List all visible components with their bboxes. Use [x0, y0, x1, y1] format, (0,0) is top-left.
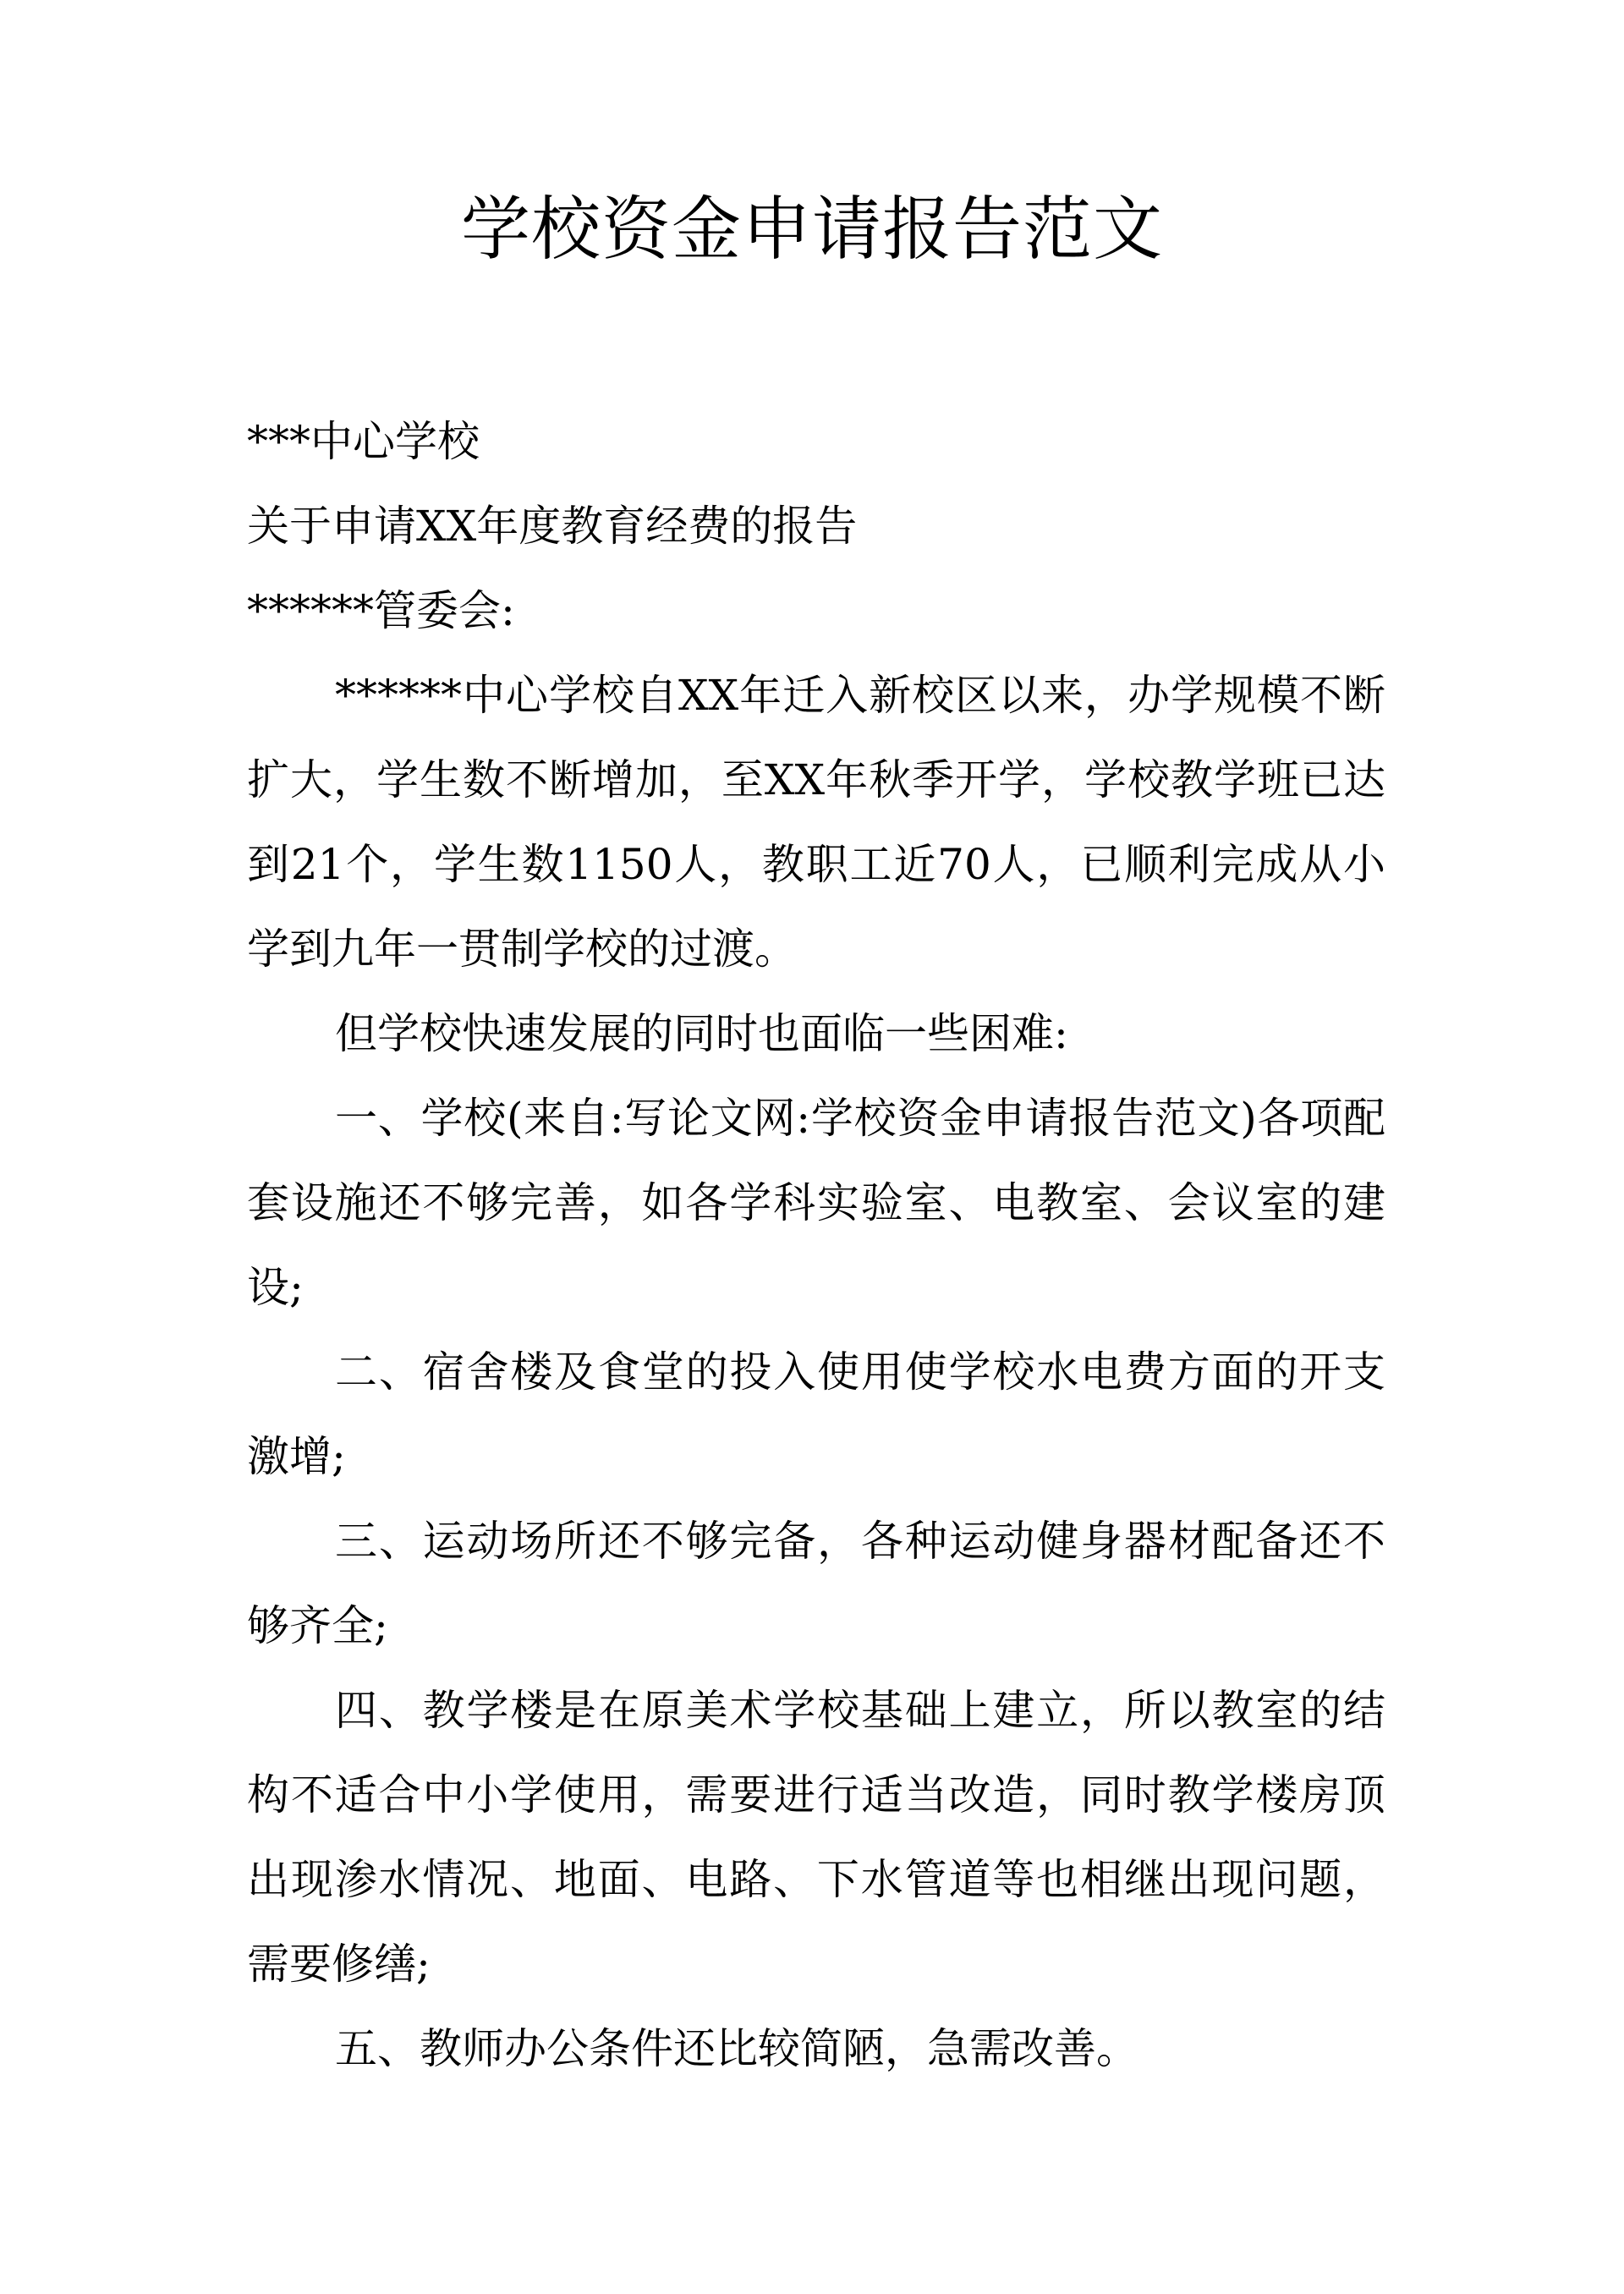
paragraph-2: 但学校快速发展的同时也面临一些困难:: [335, 1009, 1068, 1058]
addressee: ******管委会:: [247, 586, 515, 635]
paragraph-6: 四、教学楼是在原美术学校基础上建立，所以教室的结构不适合中小学使用，需要进行适当改造，同时教学楼房顶出现渗水情况、地面、电路、下水管道等也相继出现问题，需要修缮;: [247, 1686, 1385, 1989]
paragraph-3: 一、学校(来自:写论文网:学校资金申请报告范文)各项配套设施还不够完善，如各学科实验室、电教室、会议室的建设;: [247, 1094, 1385, 1312]
paragraph-7: 五、教师办公条件还比较简陋，急需改善。: [335, 2024, 1138, 2073]
school-line: ***中心学校: [247, 417, 480, 466]
paragraph-1: ******中心学校自XX年迁入新校区以来，办学规模不断扩大，学生数不断增加，至XX年秋季开学，学校教学班已达到21个，学生数1150人，教职工近70人，已顺利完成从小学到九年一贯制学校的过渡。: [247, 671, 1385, 974]
document-title: 学校资金申请报告范文: [460, 189, 1163, 270]
report-title: 关于申请XX年度教育经费的报告: [247, 502, 858, 551]
paragraph-4: 二、宿舍楼及食堂的投入使用使学校水电费方面的开支激增;: [247, 1347, 1385, 1481]
paragraph-5: 三、运动场所还不够完备，各种运动健身器材配备还不够齐全;: [247, 1517, 1385, 1650]
